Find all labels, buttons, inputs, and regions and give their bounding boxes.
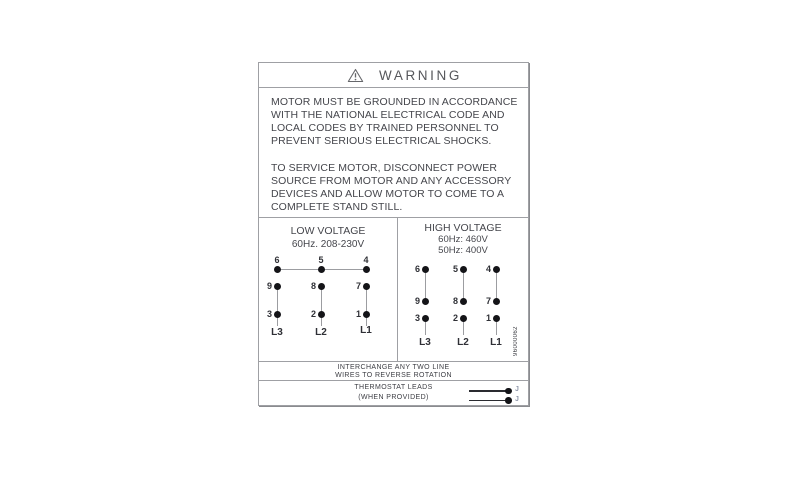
terminal-number: 8 xyxy=(310,281,316,291)
warning-triangle-icon xyxy=(347,68,364,83)
line-label-L3: L3 xyxy=(271,327,283,338)
line-label-L2: L2 xyxy=(457,337,469,348)
rotation-note-line-2: WIRES TO REVERSE ROTATION xyxy=(335,372,452,379)
warning-title: WARNING xyxy=(379,67,462,83)
terminal-number: 2 xyxy=(310,309,316,319)
terminal-number: 4 xyxy=(485,264,491,274)
lead-dot xyxy=(505,397,512,404)
warning-text-section xyxy=(259,88,528,218)
connector-line xyxy=(321,286,323,314)
connector-line xyxy=(463,269,465,301)
rotation-note-line-1: INTERCHANGE ANY TWO LINE xyxy=(337,364,450,371)
terminal-number: 1 xyxy=(355,309,361,319)
low-voltage-title: LOW VOLTAGE xyxy=(290,225,366,237)
high-voltage-diagram xyxy=(398,218,528,361)
warning-line: TO SERVICE MOTOR, DISCONNECT POWER xyxy=(271,162,498,174)
terminal-dot xyxy=(363,311,370,318)
connector-line xyxy=(366,286,368,314)
lead-wire xyxy=(469,400,508,402)
terminal-dot xyxy=(318,283,325,290)
lead-label: J xyxy=(515,395,519,403)
terminal-number: 8 xyxy=(452,296,458,306)
terminal-number: 7 xyxy=(355,281,361,291)
terminal-number: 9 xyxy=(414,296,420,306)
warning-header xyxy=(259,63,528,88)
part-number-code: 96000062 xyxy=(513,326,519,356)
low-voltage-subtitle: 60Hz. 208-230V xyxy=(291,239,365,250)
thermostat-note-line-1: THERMOSTAT LEADS xyxy=(354,384,433,391)
terminal-number: 9 xyxy=(266,281,272,291)
thermostat-lead-2 xyxy=(469,397,527,405)
terminal-dot xyxy=(493,298,500,305)
terminal-dot xyxy=(363,283,370,290)
warning-line: WITH THE NATIONAL ELECTRICAL CODE AND xyxy=(271,109,505,121)
high-voltage-heading xyxy=(398,218,528,256)
terminal-dot xyxy=(460,266,467,273)
terminal-dot xyxy=(274,311,281,318)
warning-line: SOURCE FROM MOTOR AND ANY ACCESSORY xyxy=(271,175,512,187)
low-voltage-heading xyxy=(259,218,397,251)
terminal-dot xyxy=(363,266,370,273)
warning-line: LOCAL CODES BY TRAINED PERSONNEL TO xyxy=(271,122,499,134)
high-voltage-subtitle-50hz: 50Hz: 400V xyxy=(438,244,488,256)
line-label-L1: L1 xyxy=(360,325,372,336)
terminal-dot xyxy=(422,298,429,305)
thermostat-lead-1 xyxy=(469,387,527,395)
rotation-note xyxy=(259,362,528,381)
connector-line xyxy=(425,269,427,301)
line-label-L2: L2 xyxy=(315,327,327,338)
lead-label: J xyxy=(515,386,519,393)
terminal-number: 6 xyxy=(414,264,420,274)
terminal-number: 7 xyxy=(485,296,491,306)
terminal-number: 3 xyxy=(414,313,420,323)
terminal-number: 1 xyxy=(485,313,491,323)
lead-dot xyxy=(505,388,512,395)
terminal-dot xyxy=(422,315,429,322)
line-label-L3: L3 xyxy=(419,337,431,348)
terminal-number: 3 xyxy=(266,309,272,319)
terminal-dot xyxy=(493,266,500,273)
warning-paragraph-1 xyxy=(271,96,516,148)
warning-line: MOTOR MUST BE GROUNDED IN ACCORDANCE xyxy=(271,96,518,108)
motor-wiring-label xyxy=(258,62,529,406)
connector-line xyxy=(277,286,279,314)
high-voltage-title: HIGH VOLTAGE xyxy=(424,222,502,234)
warning-paragraph-2 xyxy=(271,162,516,214)
warning-line: DEVICES AND ALLOW MOTOR TO COME TO A xyxy=(271,188,505,200)
terminal-number: 4 xyxy=(363,255,369,265)
terminal-number: 2 xyxy=(452,313,458,323)
terminal-number: 5 xyxy=(452,264,458,274)
terminal-dot xyxy=(318,266,325,273)
terminal-dot xyxy=(493,315,500,322)
warning-line: COMPLETE STAND STILL. xyxy=(271,201,403,213)
thermostat-note-line-2: (WHEN PROVIDED) xyxy=(358,394,429,401)
terminal-dot xyxy=(460,298,467,305)
terminal-dot xyxy=(274,283,281,290)
terminal-number: 5 xyxy=(318,255,324,265)
terminal-dot xyxy=(274,266,281,273)
terminal-number: 6 xyxy=(274,255,280,265)
high-voltage-subtitle-60hz: 60Hz: 460V xyxy=(438,234,488,245)
line-label-L1: L1 xyxy=(490,337,502,348)
terminal-dot xyxy=(318,311,325,318)
lead-wire xyxy=(469,390,508,392)
voltage-diagrams xyxy=(259,218,528,362)
low-voltage-diagram xyxy=(259,218,398,361)
terminal-dot xyxy=(460,315,467,322)
thermostat-note xyxy=(259,383,528,409)
terminal-dot xyxy=(422,266,429,273)
connector-line xyxy=(496,269,498,301)
warning-line: PREVENT SERIOUS ELECTRICAL SHOCKS. xyxy=(271,135,492,147)
